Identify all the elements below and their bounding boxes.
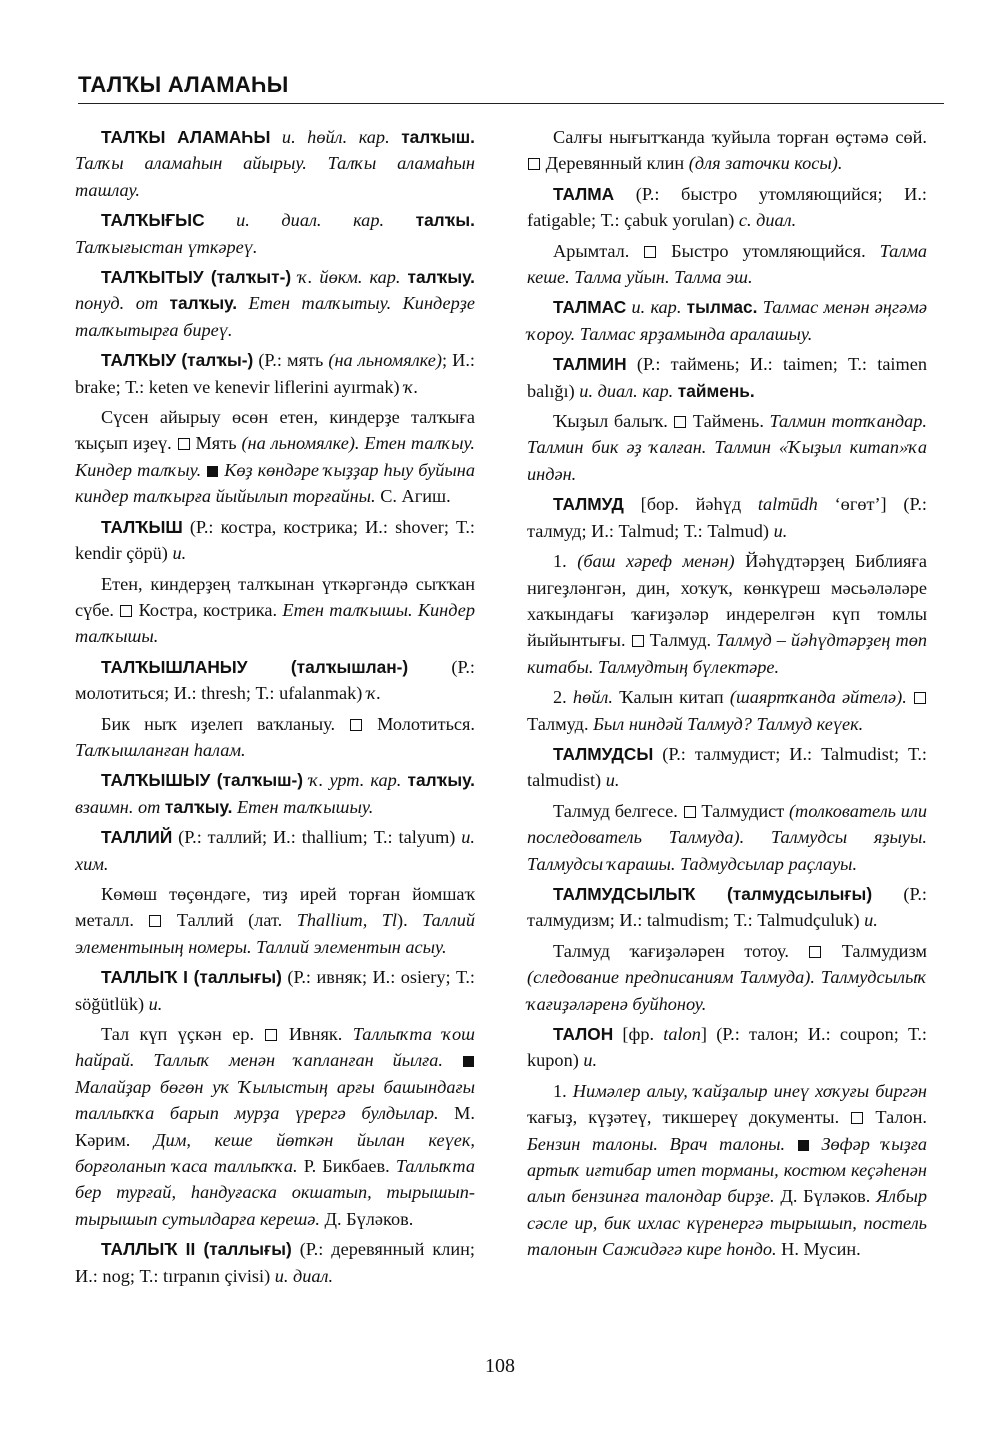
page-number: 108 — [485, 1355, 515, 1377]
entry-headword: ТАЛҠЫУ (талҡы-) — [101, 350, 254, 371]
entry-text — [907, 687, 913, 707]
entry-text: Талмудист — [696, 800, 789, 821]
entry-text: Ҡыҙыл балыҡ. — [553, 411, 674, 432]
dictionary-entry — [527, 351, 927, 404]
entry-text: Тал күп үҫкән ер. — [101, 1024, 265, 1044]
entry-headword: ТАЛЛЫҠ I (таллығы) — [101, 967, 282, 988]
dictionary-entry — [527, 1078, 927, 1263]
dictionary-entry — [75, 264, 475, 343]
italic-text: и. хим. — [75, 827, 475, 874]
hollow-square-icon — [914, 692, 926, 704]
italic-text: (на льномялке). Етен талҡыу. Киндер талҡыу. — [75, 433, 475, 480]
entry-headword: талҡы. — [415, 210, 475, 231]
hollow-square-icon — [851, 1112, 863, 1124]
hollow-square-icon — [350, 719, 362, 731]
dictionary-entry — [75, 1021, 475, 1232]
entry-text: (Р.: талмудизм; И.: talmudism; Т.: Talmudçuluk) — [527, 883, 927, 931]
hollow-square-icon — [632, 635, 644, 647]
entry-text: С. Агиш. — [375, 486, 451, 507]
entry-headword: ТАЛҠЫШ — [101, 516, 183, 537]
entry-headword: талҡыу. — [169, 293, 238, 314]
italic-text: Талҡы аламаһын айырыу. Талҡы аламаһын ташлау. — [75, 153, 475, 200]
italic-text: и. — [172, 543, 187, 564]
hollow-square-icon — [178, 438, 190, 450]
italic-text: и. — [148, 993, 163, 1014]
entry-headword: ТАЛМУДСЫ — [553, 743, 654, 764]
italic-text: talon — [663, 1024, 701, 1044]
italic-text: и. диал. кар. — [204, 210, 416, 231]
italic-text: Ялбыр сәсле ир, бик ихлас күренергә тырышып, постель талонын Сажидәгә кире һондо. — [527, 1186, 927, 1260]
dictionary-entry — [527, 294, 927, 347]
entry-text: [фр. — [613, 1024, 664, 1044]
italic-text: взаимн. от — [75, 796, 165, 817]
entry-headword: ТАЛҠЫ АЛАМАҺЫ — [101, 127, 271, 147]
hollow-square-icon — [120, 605, 132, 617]
hollow-square-icon — [674, 416, 686, 428]
entry-text: ҡағыҙ, күҙәтеү, тикшереү документы. — [527, 1107, 851, 1128]
italic-text: Зөфәр ҡыҙға артыҡ иғтибар итеп торманы, костюм кеҫәһенән алып бензинға талондар бирҙе. — [527, 1133, 927, 1207]
italic-text: понуд. от — [75, 293, 170, 314]
entry-text: М. Кәрим. — [75, 1103, 475, 1150]
hollow-square-icon — [684, 806, 696, 818]
italic-text: Талмуд – йәһүдтәрҙең төп китабы. Талмудтың бүлектәре. — [527, 630, 927, 677]
dictionary-entry — [527, 741, 927, 794]
entry-text: (Р.: костра, кострика; И.: shover; Т.: kendir çöpü) — [75, 516, 475, 564]
entry-text: Талмуд белгесе. — [553, 800, 683, 821]
entry-text: Йәһүдтәрҙең Библияға нигеҙләнгән, дин, хоҡуҡ, көнкүреш мәсьәләләре хаҡындағы ҡағиҙәләр индерелгән күп томлы йыйынтығы. — [527, 551, 927, 651]
dictionary-entry — [75, 964, 475, 1017]
italic-text: Thallium, Tl — [296, 910, 397, 931]
italic-text: (баш хәреф менән) — [577, 551, 735, 572]
entry-text: Ивняк. — [278, 1024, 353, 1044]
entry-text: 1. — [553, 1080, 573, 1101]
entry-text: Талон. — [864, 1107, 927, 1128]
italic-text: (шаяртҡанда әйтелә). — [729, 687, 907, 708]
entry-headword: ТАЛМУД — [553, 494, 624, 515]
entry-headword: таймень. — [677, 380, 755, 401]
italic-text: Етен талҡышыу. — [232, 796, 374, 817]
entry-text: Таймень. — [687, 411, 770, 432]
dictionary-entry — [75, 1236, 475, 1289]
dictionary-entry — [527, 1021, 927, 1074]
italic-text: Нимәлер алыу, ҡайҙалыр инеү хоҡуғы биргән — [572, 1080, 928, 1101]
italic-text: (толкователь или последователь Талмуда). Талмудсы яҙыуы. Талмудсы ҡарашы. Тадмудсылар раҫлауы. — [527, 800, 927, 874]
dictionary-entry — [75, 654, 475, 707]
entry-text: Көмөш төҫөндәге, тиҙ ирей торған йомшаҡ металл. — [75, 883, 475, 931]
dictionary-entry — [527, 491, 927, 544]
entry-headword: тылмас. — [686, 297, 758, 318]
italic-text: и. — [864, 910, 878, 931]
italic-text: Талма кеше. Талма уйын. Талма эш. — [527, 240, 927, 288]
entry-text: Д. Бүләков. — [319, 1208, 414, 1229]
hollow-square-icon — [528, 158, 540, 170]
entry-text: Молотиться. — [363, 713, 476, 734]
entry-text: ). — [397, 910, 423, 931]
italic-text: и. һөйл. кар. — [270, 127, 402, 147]
italic-text: Малайҙар бөгөн уҡ Ҡылыстың арғы башындағы таллыҡҡа барып мурҙа үрергә булдылар. — [75, 1076, 475, 1124]
entry-text: Костра, кострика. — [133, 599, 283, 620]
entry-text: Д. Бүләков. — [774, 1186, 877, 1207]
dictionary-entry — [75, 824, 475, 877]
entry-text: (Р.: мять — [253, 350, 329, 371]
entry-text: ] (Р.: талон; И.: coupon; Т.: kupon) — [527, 1024, 927, 1071]
italic-text: (для заточки косы). — [688, 153, 843, 174]
entry-text: ; И.: brake; Т.: keten ve kenevir liflerini ayırmak) — [75, 350, 475, 397]
entry-headword: ТАЛМА — [553, 183, 615, 204]
hollow-square-icon — [809, 946, 821, 958]
italic-text: Талмас менән әңгәмә ҡороу. Талмас ярҙамында аралашыу. — [527, 297, 927, 344]
dictionary-entry — [75, 207, 475, 260]
entry-headword: талҡыу. — [407, 267, 475, 288]
entry-text: Ҡалын китап — [612, 687, 730, 708]
hollow-square-icon — [265, 1029, 277, 1041]
filled-square-icon — [798, 1140, 809, 1151]
italic-text: Талмин тотҡандар. Талмин бик әҙ ҡалған. Талмин «Ҡыҙыл китап»ҡа индән. — [527, 411, 928, 484]
dictionary-entry — [75, 881, 475, 960]
entry-headword: ТАЛЛИЙ — [101, 827, 173, 848]
entry-text: Сүсен айырыу өсөн етен, киндерҙе талҡыға ҡыҫып иҙеү. — [75, 407, 475, 454]
dictionary-entry — [75, 347, 475, 400]
entry-headword: ТАЛҠЫҒЫС — [101, 210, 205, 231]
dictionary-entry — [527, 938, 927, 1017]
entry-text: (Р.: таллий; И.: thallium; Т.: talyum) — [172, 827, 462, 848]
entry-text: Бик ныҡ иҙелеп ваҡланыу. — [101, 713, 350, 734]
italic-text: Таллыҡта бер турғай, һандуғаска окшатып, тырышып-тырышып сутылдарға керешә. — [75, 1156, 475, 1229]
italic-text: и. диал. кар. — [579, 380, 678, 401]
entry-text: Быстро утомляющийся. — [657, 240, 880, 261]
dictionary-entry — [75, 404, 475, 510]
entry-text: Деревянный клин — [541, 153, 689, 174]
entry-headword: ТАЛҠЫТЫУ (талҡыт-) — [101, 267, 292, 288]
entry-headword: талҡыу. — [407, 770, 475, 791]
italic-text: ҡ. йөкм. кар. — [291, 267, 408, 288]
dictionary-entry — [527, 124, 927, 177]
dictionary-entry — [527, 798, 927, 877]
entry-text: Таллий (лат. — [162, 910, 297, 931]
entry-headword: ТАЛҠЫШЛАНЫУ (талҡышлан-) — [101, 656, 409, 677]
entry-text: ‘өгөт’] (Р.: талмуд; И.: Talmud; Т.: Talmud) — [527, 494, 928, 541]
italic-text: и. диал. — [274, 1265, 334, 1286]
hollow-square-icon — [644, 246, 656, 258]
entry-text: (Р.: молотиться; И.: thresh; Т.: ufalanmak) — [75, 656, 475, 704]
italic-text: (следование предписаниям Талмуда). Талмудсылыҡ ҡағиҙәләренә буйһоноу. — [527, 967, 927, 1014]
italic-text: и. — [773, 520, 788, 541]
italic-text: Бензин талоны. Врач талоны. — [527, 1133, 797, 1154]
dictionary-entry — [527, 684, 927, 737]
filled-square-icon — [207, 466, 218, 477]
italic-text: Етен талҡытыу. Киндерҙе талҡытырға биреү. — [75, 293, 475, 340]
italic-text: Талҡығыстан үткәреү. — [75, 236, 258, 257]
italic-text: Етен талҡышы. Киндер талҡышы. — [75, 599, 475, 647]
entry-text: Н. Мусин. — [776, 1239, 861, 1260]
entry-text: Талмуд. — [527, 713, 594, 734]
entry-text: (Р.: ивняк; И.: osiery; Т.: söğütlük) — [75, 967, 475, 1014]
entry-text: Талмуд. — [644, 630, 717, 651]
entry-headword: ТАЛМУДСЫЛЫҠ (талмудсылығы) — [553, 883, 873, 904]
entry-text: 2. — [553, 687, 573, 708]
italic-text: Был ниндәй Талмуд? Талмуд кеүек. — [593, 713, 864, 734]
page-header-title: ТАЛҠЫ АЛАМАҺЫ — [78, 72, 289, 97]
dictionary-entry — [75, 571, 475, 650]
italic-text: talmūdh — [757, 494, 818, 515]
dictionary-entry — [527, 881, 927, 934]
hollow-square-icon — [149, 915, 161, 927]
dictionary-entry — [75, 514, 475, 567]
entry-text: Етен, киндерҙең талҡынан үткәргәндә сыҡҡан сүбе. — [75, 573, 475, 620]
italic-text: Таллыҡта ҡош һайрай. Таллыҡ менән ҡапланған йылға. — [75, 1024, 475, 1071]
entry-text: [бор. йәһүд — [623, 494, 758, 515]
entry-headword: ТАЛҠЫШЫУ (талҡыш-) — [101, 770, 304, 791]
entry-text: (Р.: талмудист; И.: Talmudist; Т.: talmudist) — [527, 743, 927, 791]
dictionary-entry — [527, 181, 927, 234]
dictionary-entry — [75, 124, 475, 203]
entry-text: 1. — [553, 551, 578, 572]
italic-text: и. — [605, 770, 620, 791]
entry-text: (Р.: деревянный клин; И.: nog; Т.: tırpanın çivisi) — [75, 1239, 475, 1286]
dictionary-entry — [527, 238, 927, 291]
italic-text: Көҙ көндәре ҡыҙҙар һыу буйына киндер талҡырға йыйылып торғайны. — [75, 459, 475, 507]
entry-headword: ТАЛМИН — [553, 354, 627, 375]
italic-text: ҡ. — [404, 376, 419, 397]
italic-text: и. кар. — [626, 297, 687, 318]
entry-text: Талмуд ҡағиҙәләрен тотоу. — [553, 940, 809, 961]
entry-headword: ТАЛМАС — [553, 297, 627, 318]
entry-text: Арымтал. — [553, 240, 644, 261]
entry-text: (Р.: таймень; И.: taimen; Т.: taimen balığı) — [527, 354, 927, 401]
entry-headword: талҡыш. — [401, 127, 475, 147]
dictionary-entry — [527, 548, 927, 680]
entry-text: (Р.: быстро утомляющийся; И.: fatigable; Т.: çabuk yorulan) — [527, 183, 927, 231]
italic-text: (на льномялке) — [328, 350, 442, 371]
dictionary-entry — [75, 767, 475, 820]
header-divider — [78, 103, 944, 104]
right-column — [527, 124, 927, 1267]
entry-text: Р. Бикбаев. — [297, 1156, 396, 1177]
dictionary-entry — [75, 711, 475, 764]
entry-headword: ТАЛЛЫҠ II (таллығы) — [101, 1239, 292, 1260]
italic-text: и. — [583, 1050, 598, 1071]
filled-square-icon — [463, 1056, 474, 1067]
italic-text: Талҡышланған һалам. — [75, 739, 246, 760]
entry-headword: талҡыу. — [164, 796, 233, 817]
dictionary-entry — [527, 408, 927, 487]
left-column — [75, 124, 475, 1293]
italic-text: с. диал. — [738, 210, 797, 231]
italic-text: ҡ. урт. кар. — [303, 770, 408, 791]
entry-text: Мять — [190, 433, 242, 454]
italic-text: ҡ. — [366, 683, 382, 704]
entry-text: Талмудизм — [822, 940, 927, 961]
italic-text: Таллий элементының номеры. Таллий элементын асыу. — [75, 910, 475, 957]
italic-text: һөйл. — [572, 687, 613, 708]
italic-text: Дим, кеше йөткән йылан кеүек, борғоланып ҡаса таллыҡҡа. — [75, 1129, 475, 1177]
entry-text: Салғы нығытҡанда ҡуйыла торған өҫтәмә сөй. — [553, 127, 927, 147]
entry-headword: ТАЛОН — [553, 1024, 614, 1044]
